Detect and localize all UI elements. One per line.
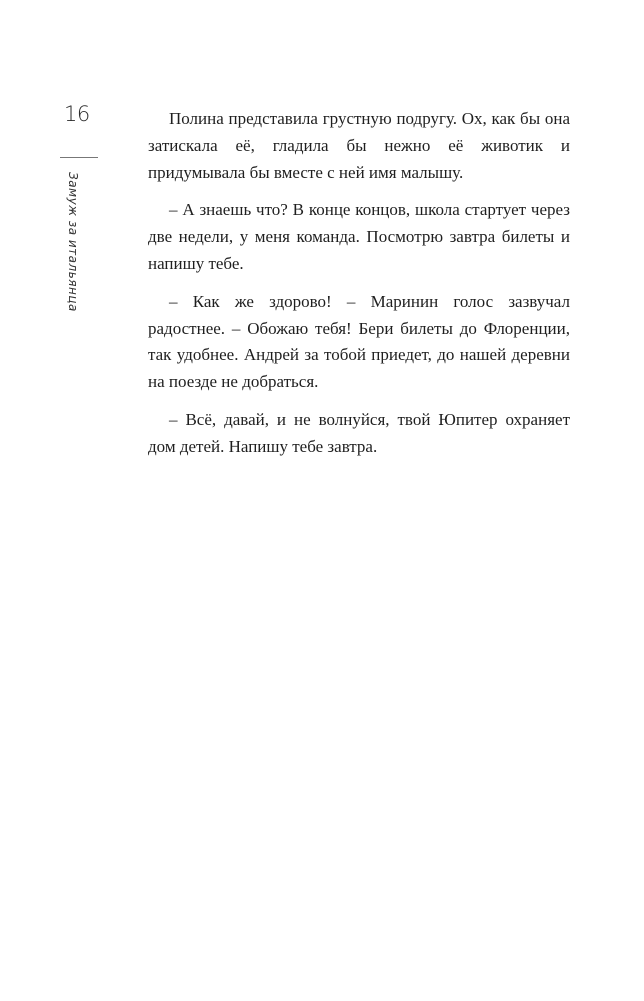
paragraph: Полина представила грустную подругу. Ох, как бы она затискала её, гладила бы нежно её животик и придумывала бы вместе с ней имя малышу.	[148, 109, 570, 182]
body-text	[148, 106, 570, 472]
paragraph: – А знаешь что? В конце концов, школа стартует через две недели, у меня команда. Посмотрю завтра билеты и напишу тебе.	[148, 200, 570, 273]
page-number: 16	[64, 102, 90, 126]
paragraph: – Всё, давай, и не волнуйся, твой Юпитер охраняет дом детей. Напишу тебе завтра.	[148, 409, 570, 456]
paragraph: – Как же здорово! – Маринин голос зазвучал радостнее. – Обожаю тебя! Бери билеты до Флоренции, так удобнее. Андрей за тобой приедет, до нашей деревни на поезде не добраться.	[148, 291, 570, 392]
margin-divider	[60, 157, 98, 158]
running-head: Замуж за итальянца	[66, 172, 80, 312]
